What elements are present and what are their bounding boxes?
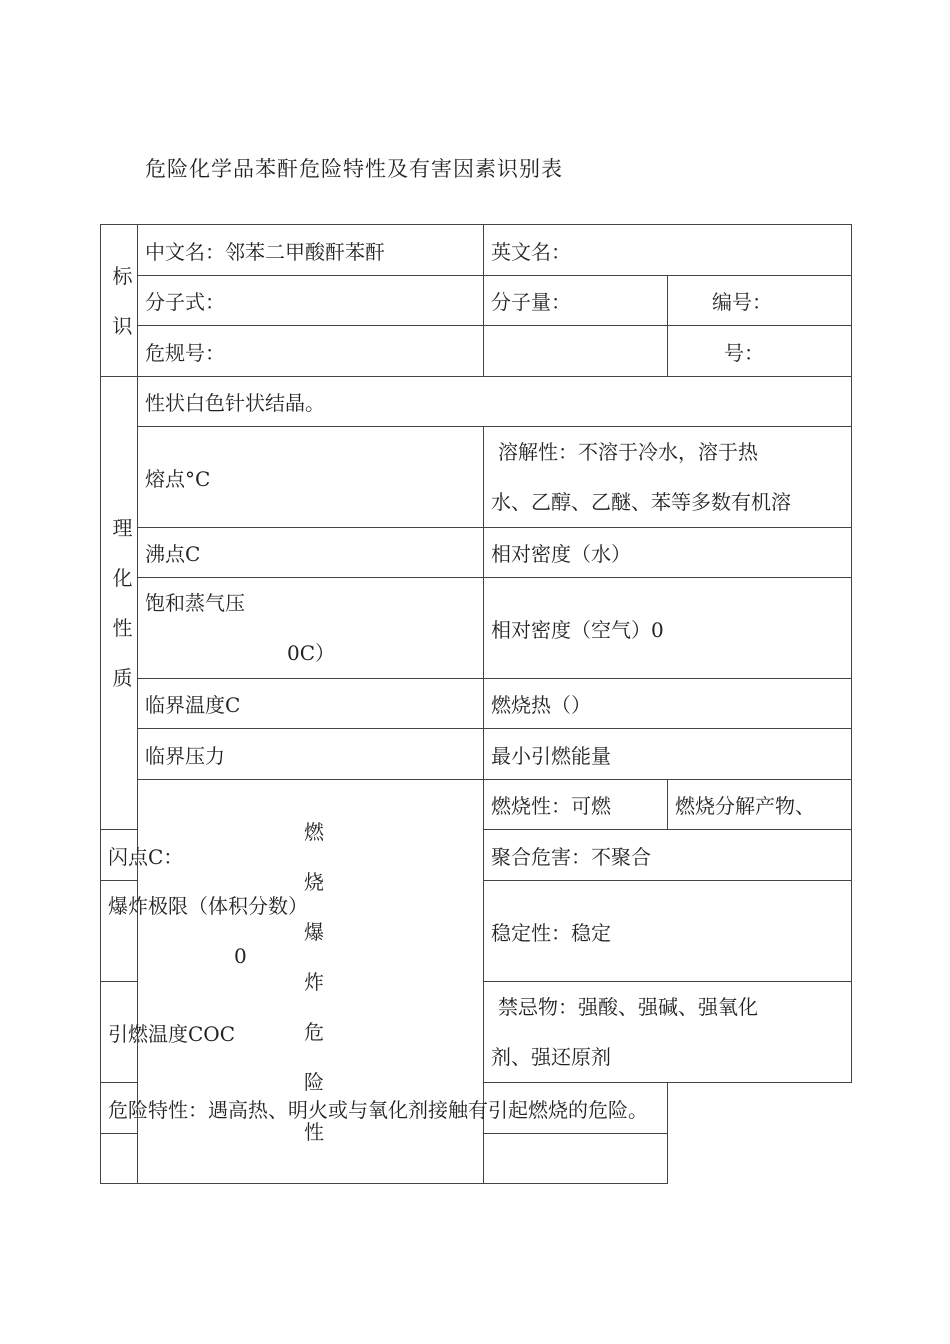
rel-density-water-cell: 相对密度（水） bbox=[484, 528, 852, 578]
dangerous-reg-cell: 危规号： bbox=[138, 326, 484, 377]
table-row bbox=[101, 427, 852, 528]
explosive-limit-value: 0 bbox=[234, 944, 247, 968]
melting-cell: 熔点°C bbox=[138, 427, 484, 528]
table-row bbox=[101, 225, 852, 276]
no-cell: 号： bbox=[668, 326, 852, 377]
solubility-cell bbox=[484, 427, 852, 528]
incompatible-cell bbox=[484, 982, 852, 1083]
table-row bbox=[101, 578, 852, 679]
flash-point-cell: 闪点C： bbox=[101, 830, 138, 881]
vapor-pressure-label: 饱和蒸气压 bbox=[145, 591, 245, 615]
solubility-line-2: 水、乙醇、乙醚、苯等多数有机溶 bbox=[491, 490, 791, 514]
chinese-name-cell: 中文名：邻苯二甲酸酐苯酐 bbox=[138, 225, 484, 276]
critical-pressure-cell: 临界压力 bbox=[138, 729, 484, 780]
table-row bbox=[101, 1134, 852, 1184]
vapor-pressure-value: 0C） bbox=[287, 641, 336, 665]
table-row bbox=[101, 1083, 852, 1134]
flammability-cell: 燃烧性：可燃 bbox=[484, 780, 668, 830]
ignition-temp-cell: 引燃温度COC bbox=[101, 982, 138, 1083]
appearance-cell: 性状白色针状结晶。 bbox=[138, 377, 852, 427]
number-cell: 编号： bbox=[668, 276, 852, 326]
table-row bbox=[101, 377, 852, 427]
table-row bbox=[101, 780, 852, 830]
section-label-identity: 标识 bbox=[101, 225, 138, 377]
table-row bbox=[101, 679, 852, 729]
table-row bbox=[101, 729, 852, 780]
boiling-cell: 沸点C bbox=[138, 528, 484, 578]
explosive-limit-label: 爆炸极限（体积分数） bbox=[108, 894, 308, 918]
mol-weight-cell: 分子量： bbox=[484, 276, 668, 326]
blank-cell bbox=[101, 1134, 668, 1184]
table-row bbox=[101, 276, 852, 326]
table-row bbox=[101, 528, 852, 578]
vapor-pressure-cell bbox=[138, 578, 484, 679]
explosive-limit-cell bbox=[101, 881, 308, 982]
table-row bbox=[101, 326, 852, 377]
hazard-cell: 危险特性：遇高热、明火或与氧化剂接触有引起燃烧的危险。 bbox=[101, 1083, 668, 1134]
hazard-table bbox=[100, 224, 852, 1184]
stability-cell: 稳定性：稳定 bbox=[484, 881, 852, 982]
solubility-line-1: 溶解性：不溶于冷水，溶于热 bbox=[498, 440, 758, 464]
polymerization-cell: 聚合危害：不聚合 bbox=[484, 830, 852, 881]
critical-temp-cell: 临界温度C bbox=[138, 679, 484, 729]
incompatible-line-2: 剂、强还原剂 bbox=[491, 1045, 611, 1069]
page-title: 危险化学品苯酐危险特性及有害因素识别表 bbox=[145, 157, 563, 181]
combustion-heat-cell: 燃烧热（） bbox=[484, 679, 852, 729]
section-label-fire: 燃烧爆炸危险性 bbox=[138, 780, 484, 1184]
section-label-physchem: 理化性质 bbox=[101, 377, 138, 830]
english-name-cell: 英文名： bbox=[484, 225, 852, 276]
rel-density-air-cell: 相对密度（空气）0 bbox=[484, 578, 852, 679]
incompatible-line-1: 禁忌物：强酸、强碱、强氧化 bbox=[498, 995, 758, 1019]
decomposition-cell: 燃烧分解产物、 bbox=[668, 780, 852, 830]
min-ignition-cell: 最小引燃能量 bbox=[484, 729, 852, 780]
empty-cell bbox=[484, 326, 668, 377]
formula-cell: 分子式： bbox=[138, 276, 484, 326]
